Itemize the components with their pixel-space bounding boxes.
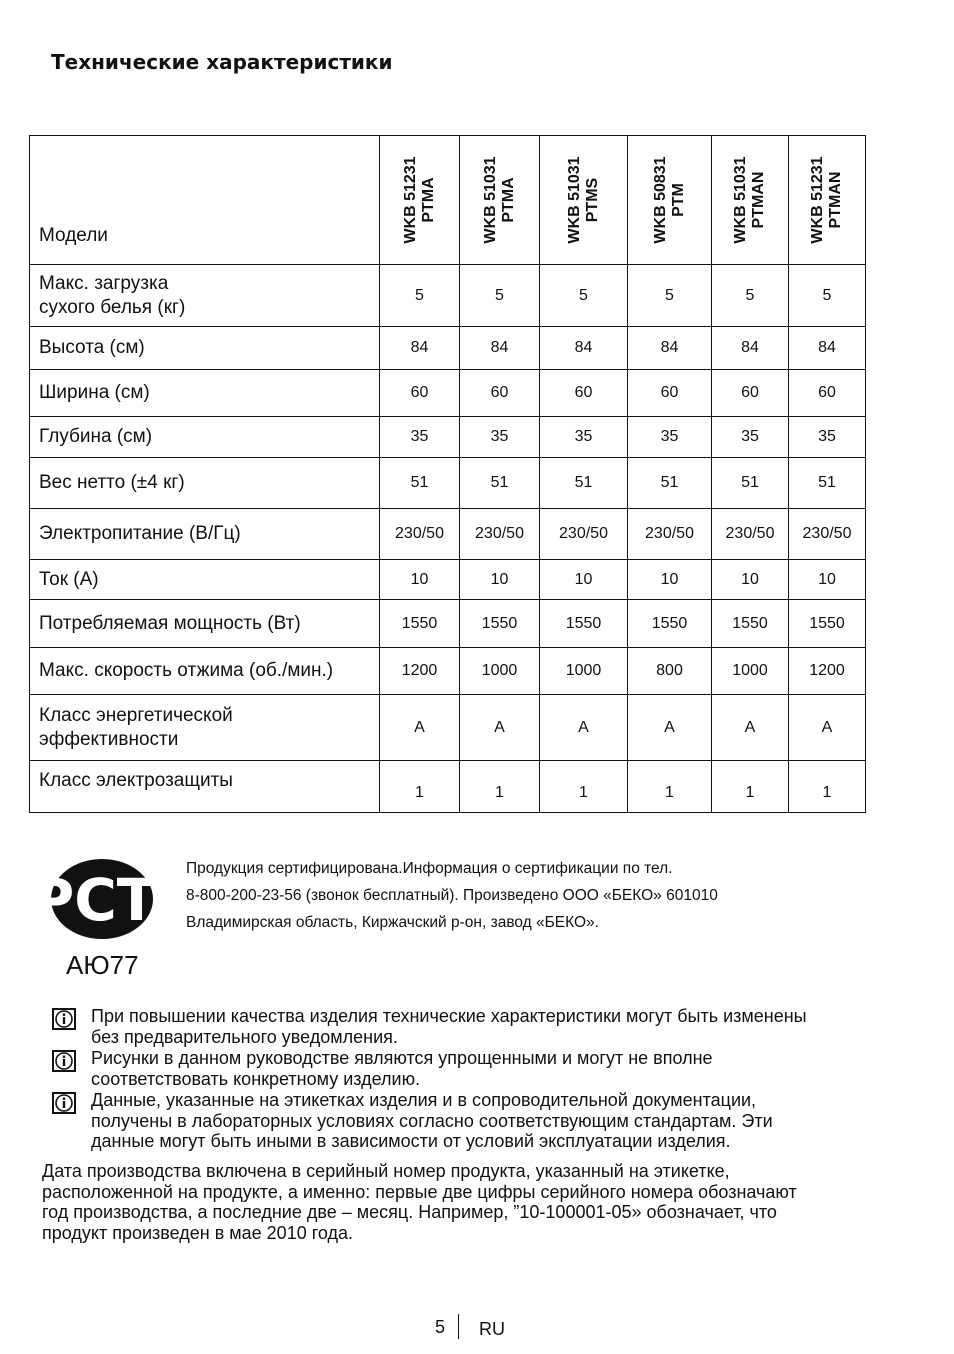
table-cell: 230/50: [540, 509, 628, 560]
table-cell: 60: [380, 370, 460, 417]
specs-table: [29, 135, 866, 813]
table-cell: 1550: [789, 600, 866, 648]
row-label: Вес нетто (±4 кг): [30, 458, 380, 509]
info-icon: [52, 1050, 76, 1072]
table-row: [30, 265, 866, 327]
certification-logo: [31, 857, 160, 941]
table-cell: 60: [460, 370, 540, 417]
table-cell: 1: [712, 761, 789, 813]
certification-code: АЮ77: [66, 950, 139, 980]
table-cell: 800: [628, 648, 712, 695]
logo-letters: РСТ: [31, 866, 157, 934]
table-cell: 230/50: [789, 509, 866, 560]
table-cell: 10: [712, 560, 789, 600]
table-cell: 1550: [712, 600, 789, 648]
table-cell: 1: [789, 761, 866, 813]
row-label: Электропитание (В/Гц): [30, 509, 380, 560]
table-cell: 84: [460, 327, 540, 370]
model-name: WKB 51031: [481, 156, 499, 244]
model-suffix: PTMAN: [750, 171, 767, 229]
table-cell: 60: [712, 370, 789, 417]
model-suffix: PTMAN: [827, 171, 844, 229]
model-header: [460, 136, 540, 265]
table-cell: 1550: [628, 600, 712, 648]
table-cell: 1: [540, 761, 628, 813]
table-cell: 60: [789, 370, 866, 417]
note-line: получены в лабораторных условиях согласно соответствующим стандартам. Эти: [91, 1110, 773, 1131]
table-cell: 1: [628, 761, 712, 813]
table-row: [30, 509, 866, 560]
model-name: WKB 51031: [732, 156, 749, 244]
table-cell: 51: [789, 458, 866, 509]
table-cell: 60: [540, 370, 628, 417]
table-cell: 35: [712, 417, 789, 458]
table-row: [30, 600, 866, 648]
table-cell: 5: [380, 265, 460, 327]
row-label: Ток (А): [30, 560, 380, 600]
info-icon: [52, 1092, 76, 1114]
table-cell: A: [540, 695, 628, 761]
paragraph-line: год производства, а последние две – месяц. Например, ”10-100001-05» обозначает, что: [42, 1202, 777, 1222]
row-label: Потребляемая мощность (Вт): [30, 600, 380, 648]
table-cell: 35: [380, 417, 460, 458]
model-suffix: PTMA: [419, 177, 437, 223]
table-cell: A: [712, 695, 789, 761]
table-cell: 35: [540, 417, 628, 458]
row-label-line: сухого белья (кг): [39, 296, 186, 318]
table-cell: 230/50: [712, 509, 789, 560]
table-cell: A: [789, 695, 866, 761]
table-cell: 84: [380, 327, 460, 370]
table-row: [30, 560, 866, 600]
certification-line: 8-800-200-23-56 (звонок бесплатный). Произведено ООО «БЕКО» 601010: [186, 887, 718, 904]
table-cell: 51: [628, 458, 712, 509]
model-name: WKB 50831: [651, 156, 669, 244]
paragraph-line: продукт произведен в мае 2010 года.: [42, 1222, 354, 1243]
table-cell: 1000: [460, 648, 540, 695]
table-cell: 84: [712, 327, 789, 370]
row-label-line: эффективности: [39, 728, 179, 750]
table-cell: 84: [628, 327, 712, 370]
row-label: Ширина (см): [30, 370, 380, 417]
table-cell: 5: [540, 265, 628, 327]
table-row: [30, 648, 866, 695]
table-cell: 5: [628, 265, 712, 327]
model-suffix: PTM: [669, 183, 687, 217]
table-cell: A: [380, 695, 460, 761]
table-cell: 1550: [380, 600, 460, 648]
note-line: При повышении качества изделия технические характеристики могут быть изменены: [91, 1006, 807, 1026]
table-cell: 5: [789, 265, 866, 327]
footer-divider: [458, 1314, 459, 1339]
table-row: [30, 417, 866, 458]
note-item: [52, 1048, 932, 1089]
table-cell: 1550: [540, 600, 628, 648]
table-cell: 230/50: [460, 509, 540, 560]
row-label: Макс. скорость отжима (об./мин.): [30, 648, 380, 695]
table-cell: 84: [789, 327, 866, 370]
table-cell: 10: [628, 560, 712, 600]
table-header-row: [30, 136, 866, 265]
table-cell: 5: [712, 265, 789, 327]
table-cell: 1: [380, 761, 460, 813]
note-line: соответствовать конкретному изделию.: [91, 1068, 421, 1089]
table-cell: 51: [460, 458, 540, 509]
note-item: [52, 1006, 932, 1047]
table-cell: 51: [540, 458, 628, 509]
row-label-line: Класс энергетической: [39, 704, 233, 726]
row-label: [30, 695, 380, 761]
paragraph-line: Дата производства включена в серийный номер продукта, указанный на этикетке,: [42, 1161, 730, 1181]
model-header: [540, 136, 628, 265]
models-header-label: Модели: [30, 136, 380, 265]
row-label-line: Макс. загрузка: [39, 272, 169, 294]
table-cell: 10: [380, 560, 460, 600]
info-icon: [52, 1008, 76, 1030]
production-date-paragraph: [42, 1161, 797, 1243]
table-cell: 1000: [712, 648, 789, 695]
table-cell: 35: [628, 417, 712, 458]
note-line: Данные, указанные на этикетках изделия и в сопроводительной документации,: [91, 1090, 757, 1110]
table-cell: A: [628, 695, 712, 761]
certification-line: Владимирская область, Киржачский р-он, завод «БЕКО».: [186, 914, 599, 931]
model-name: WKB 51231: [401, 156, 419, 244]
note-line: Рисунки в данном руководстве являются упрощенными и могут не вполне: [91, 1048, 713, 1068]
model-suffix: PTMA: [499, 177, 517, 223]
note-line: без предварительного уведомления.: [91, 1026, 398, 1047]
model-header: [628, 136, 712, 265]
row-label: Высота (см): [30, 327, 380, 370]
note-item: [52, 1090, 932, 1152]
table-cell: 35: [789, 417, 866, 458]
table-cell: 230/50: [628, 509, 712, 560]
table-cell: 10: [540, 560, 628, 600]
table-cell: 10: [460, 560, 540, 600]
row-label: [30, 265, 380, 327]
table-cell: 84: [540, 327, 628, 370]
table-row: [30, 327, 866, 370]
table-row: [30, 695, 866, 761]
certification-line: Продукция сертифицирована.Информация о сертификации по тел.: [186, 860, 673, 877]
row-label: Класс электрозащиты: [30, 761, 380, 813]
model-header: [712, 136, 789, 265]
model-header: [380, 136, 460, 265]
table-cell: 5: [460, 265, 540, 327]
row-label: Глубина (см): [30, 417, 380, 458]
table-cell: 1000: [540, 648, 628, 695]
language-code: RU: [479, 1319, 505, 1339]
note-line: данные могут быть иными в зависимости от условий эксплуатации изделия.: [91, 1131, 731, 1151]
table-row: [30, 370, 866, 417]
table-cell: 1200: [380, 648, 460, 695]
table-cell: 10: [789, 560, 866, 600]
table-cell: A: [460, 695, 540, 761]
table-cell: 60: [628, 370, 712, 417]
notes-list: [52, 1006, 932, 1153]
page-title: Технические характеристики: [51, 50, 393, 74]
model-suffix: PTMS: [583, 177, 601, 223]
table-cell: 51: [380, 458, 460, 509]
table-row: [30, 458, 866, 509]
model-header: [789, 136, 866, 265]
page-number: 5: [435, 1317, 446, 1337]
table-cell: 51: [712, 458, 789, 509]
model-name: WKB 51031: [565, 156, 583, 244]
table-row: [30, 761, 866, 813]
table-cell: 1550: [460, 600, 540, 648]
table-cell: 230/50: [380, 509, 460, 560]
table-cell: 35: [460, 417, 540, 458]
model-name: WKB 51231: [809, 156, 826, 244]
paragraph-line: расположенной на продукте, а именно: первые две цифры серийного номера обозначают: [42, 1181, 797, 1202]
table-cell: 1200: [789, 648, 866, 695]
certification-text: [186, 855, 718, 936]
table-cell: 1: [460, 761, 540, 813]
